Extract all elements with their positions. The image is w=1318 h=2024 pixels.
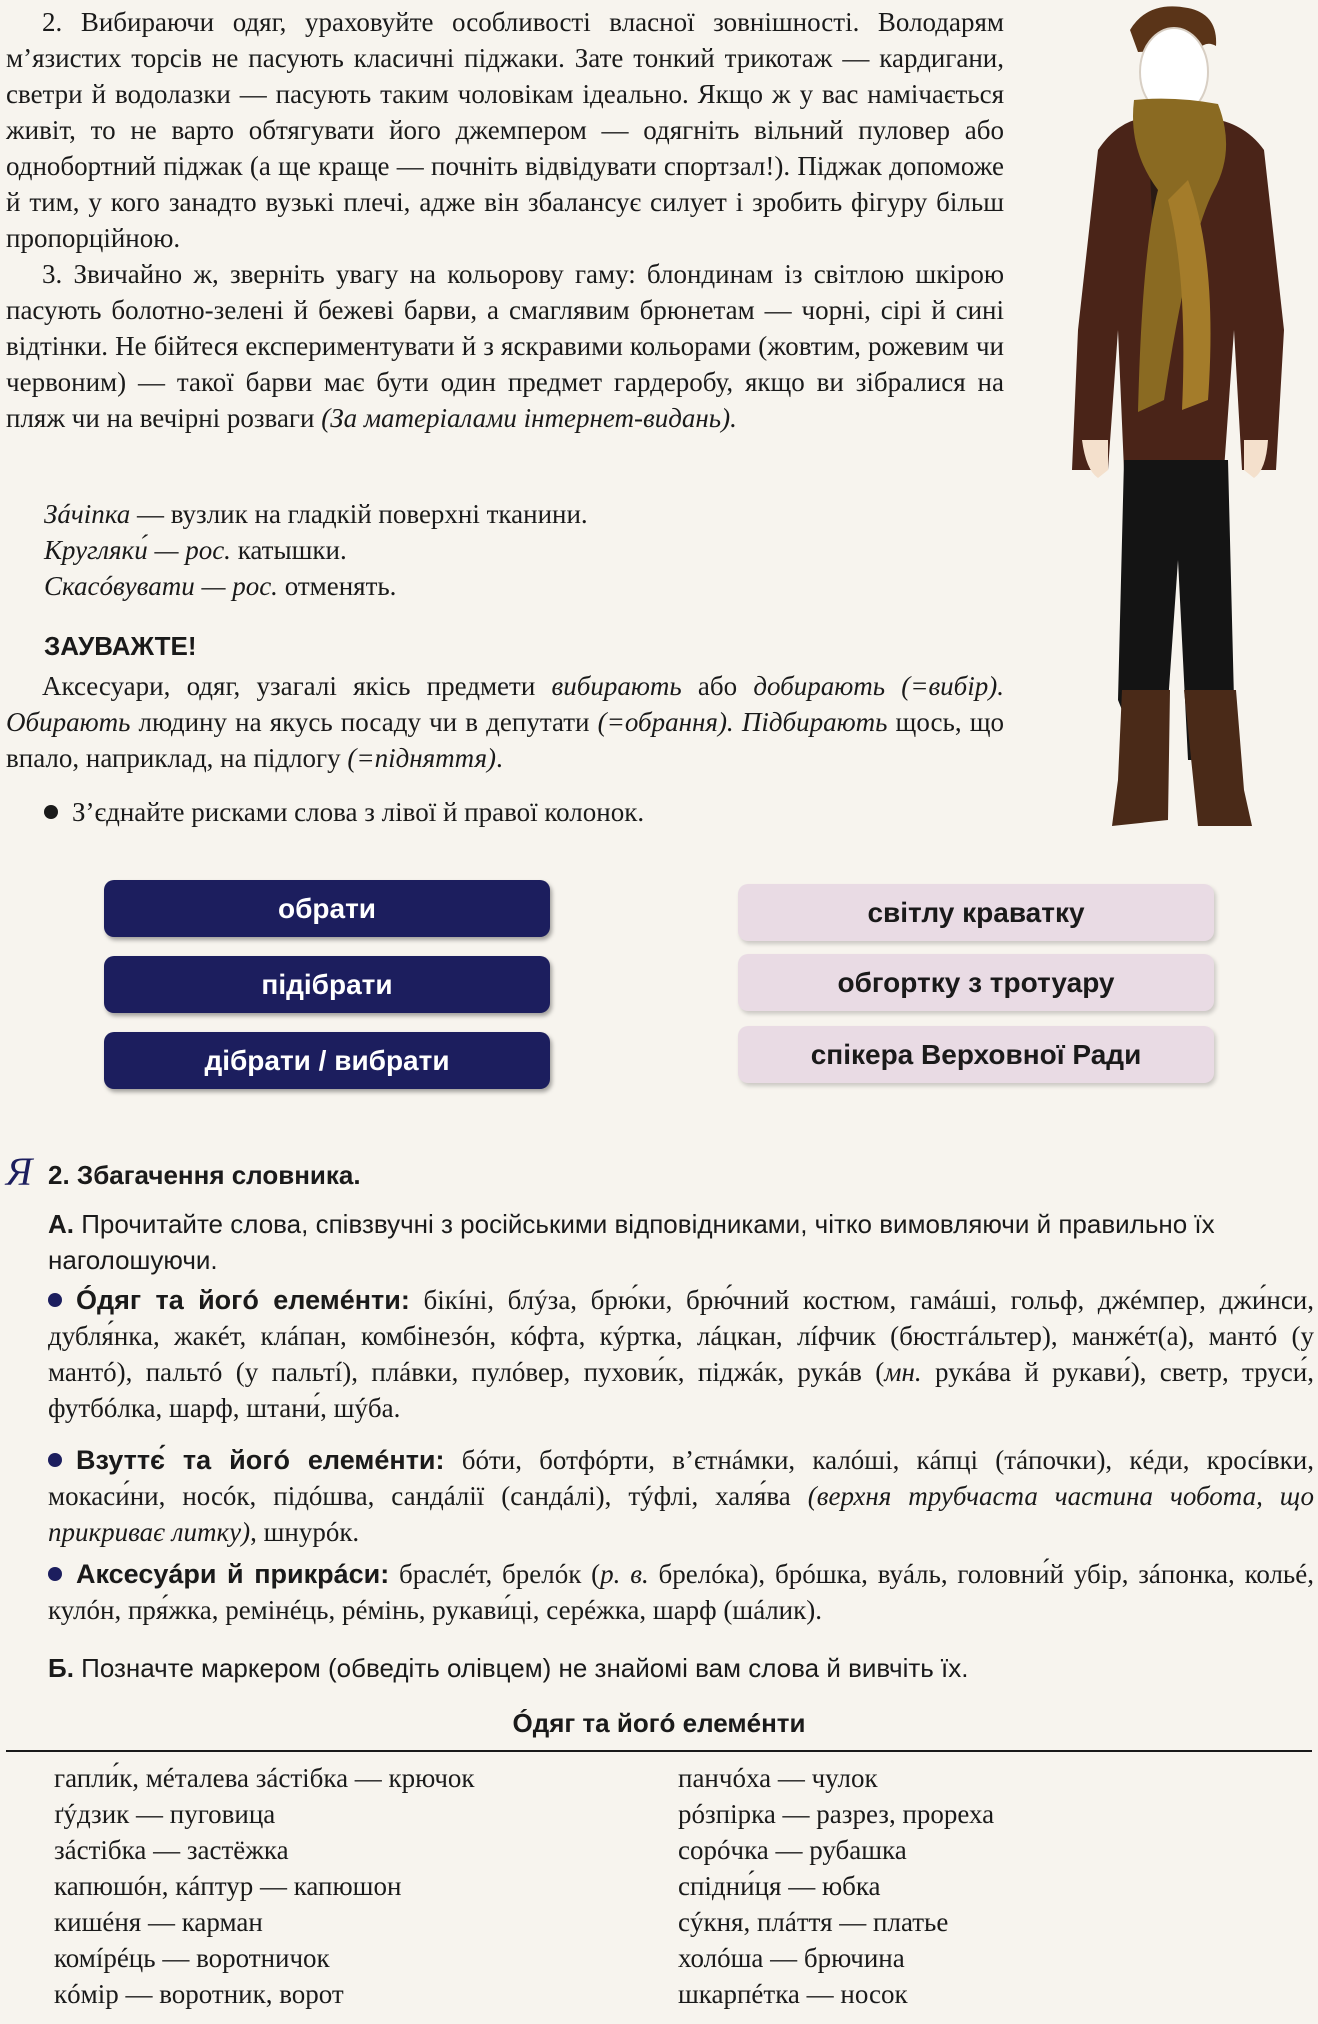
vocab-item: рóзпірка — разрез, прореха xyxy=(678,1799,995,1829)
gloss-item: Скасóвувати — рос. отменять. xyxy=(44,571,397,601)
vocab-left-column xyxy=(54,1760,475,2012)
vocab-item: комíрéць — воротничок xyxy=(54,1943,330,1973)
vocab-item: кишéня — карман xyxy=(54,1907,263,1937)
vocab-item: спідни́ця — юбка xyxy=(678,1871,881,1901)
bullet-icon xyxy=(48,1293,62,1307)
vocab-table-title: Óдяг та йогó елемéнти xyxy=(512,1708,806,1738)
match-right-item[interactable]: світлу краватку xyxy=(738,884,1214,941)
vocab-item: ґýдзик — пуговица xyxy=(54,1799,276,1829)
vocab-item: капюшóн, кáптур — капюшон xyxy=(54,1871,402,1901)
gloss-item: Зáчіпка — вузлик на гладкій поверхні тканини. xyxy=(44,499,588,529)
bullet-icon xyxy=(44,805,58,819)
table-divider xyxy=(6,1750,1312,1752)
paragraph-3-source: (За матеріалами інтернет-видань). xyxy=(321,403,737,433)
section-2-title: 2. Збагачення словника. xyxy=(48,1160,361,1190)
task-b: Б. Позначте маркером (обведіть олівцем) не знайомі вам слова й вивчіть їх. xyxy=(48,1653,969,1683)
match-right-item[interactable]: спікера Верховної Ради xyxy=(738,1026,1214,1083)
note-text: Аксесуари, одяг, узагалі якісь предмети вибирають або добирають (=вибір). Обирають людину на якусь посаду чи в депутати (=обрання). Підбирають щось, що впало, наприклад, на підлогу (=підняття). xyxy=(6,671,1005,773)
note-title: ЗАУВАЖТЕ! xyxy=(44,631,197,661)
vocab-item: кóмір — воротник, ворот xyxy=(54,1979,344,2009)
task-instruction: З’єднайте рисками слова з лівої й правої колонок. xyxy=(44,794,644,830)
footwear-word-list: Взуттє́ та йогó елемéнти: бóти, ботфóрти, в’єтнáмки, калóші, кáпці (тáпочки), кéди, кросíвки, мокаси́ни, носóк, підóшва, сандáлії (сандáлі), тýфлі, халя́ва (верхня трубчаста частина чобота, що прикриває литку), шнурóк. xyxy=(48,1445,1314,1547)
vocab-item: панчóха — чулок xyxy=(678,1763,878,1793)
vocab-item: гапли́к, мéталева зáстібка — крючок xyxy=(54,1763,475,1793)
gloss-item: Кругляки́ — рос. катышки. xyxy=(44,535,347,565)
vocab-item: холóша — брючина xyxy=(678,1943,905,1973)
vocab-item: сорóчка — рубашка xyxy=(678,1835,907,1865)
paragraph-3 xyxy=(6,256,1004,436)
accessories-word-list: Аксесуáри й прикрáси: браслéт, брелóк (р. в. брелóка), брóшка, вуáль, головни́й убір, зáпонка, кольé, кулóн, пря́жка, ремінéць, рéмінь, рукави́ці, серéжка, шарф (шáлик). xyxy=(48,1559,1314,1625)
vocab-item: сýкня, плáття — платье xyxy=(678,1907,949,1937)
match-left-item[interactable]: дібрати / вибрати xyxy=(104,1032,550,1089)
match-right-item[interactable]: обгортку з тротуару xyxy=(738,954,1214,1011)
bullet-icon xyxy=(48,1453,62,1467)
bullet-icon xyxy=(48,1567,62,1581)
paragraph-3-text: 3. Звичайно ж, зверніть увагу на кольорову гаму: блондинам із світлою шкірою пасують болотно-зелені й бежеві барви, а смаглявим брюнетам — чорні, сірі й сині відтінки. Не бійтеся експериментувати й з яскравими кольорами (жовтим, рожевим чи червоним) — такої барви має бути один предмет гардеробу, якщо ви зібралися на пляж чи на вечірні розваги xyxy=(6,259,1004,433)
vocab-item: зáстібка — застёжка xyxy=(54,1835,289,1865)
paragraph-2: 2. Вибираючи одяг, ураховуйте особливості власної зовнішності. Володарям м’язистих торсів не пасують класичні піджаки. Зате тонкий трикотаж — кардигани, светри й водолазки — пасують таким чоловікам ідеально. Якщо ж у вас намічається живіт, то не варто обтягувати його джемпером — одягніть вільний пуловер або однобортний піджак (а ще краще — почніть відвідувати спортзал!). Піджак допоможе й тим, у кого занадто вузькі плечі, адже він збалансує силует і зробить фігуру більш пропорційною. xyxy=(6,7,1004,253)
man-illustration xyxy=(1038,0,1318,870)
vocabulary-section-icon: Я xyxy=(6,1149,33,1194)
match-left-item[interactable]: обрати xyxy=(104,880,550,937)
clothing-word-list: Óдяг та йогó елемéнти: бікíні, блýза, брю́ки, брю́чний костюм, гамáші, гольф, джéмпер, джи́нси, дубля́нка, жакéт, клáпан, комбінезóн, кóфта, кýртка, лáцкан, лíфчик (бюстгáльтер), манжéт(а), мантó (у мантó), пальтó (у пальтí), плáвки, пулóвер, пухови́к, піджáк, рукáв (мн. рукáва й рукави́), светр, труси́, футбóлка, шарф, штани́, шýба. xyxy=(48,1285,1315,1423)
vocab-right-column xyxy=(678,1760,994,2012)
match-left-item[interactable]: підібрати xyxy=(104,956,550,1013)
task-a: А. Прочитайте слова, співзвучні з російськими відповідниками, чітко вимовляючи й правильно їх наголошуючи. xyxy=(48,1209,1215,1275)
vocab-item: шкарпéтка — носок xyxy=(678,1979,908,2009)
gloss-list xyxy=(44,496,588,604)
